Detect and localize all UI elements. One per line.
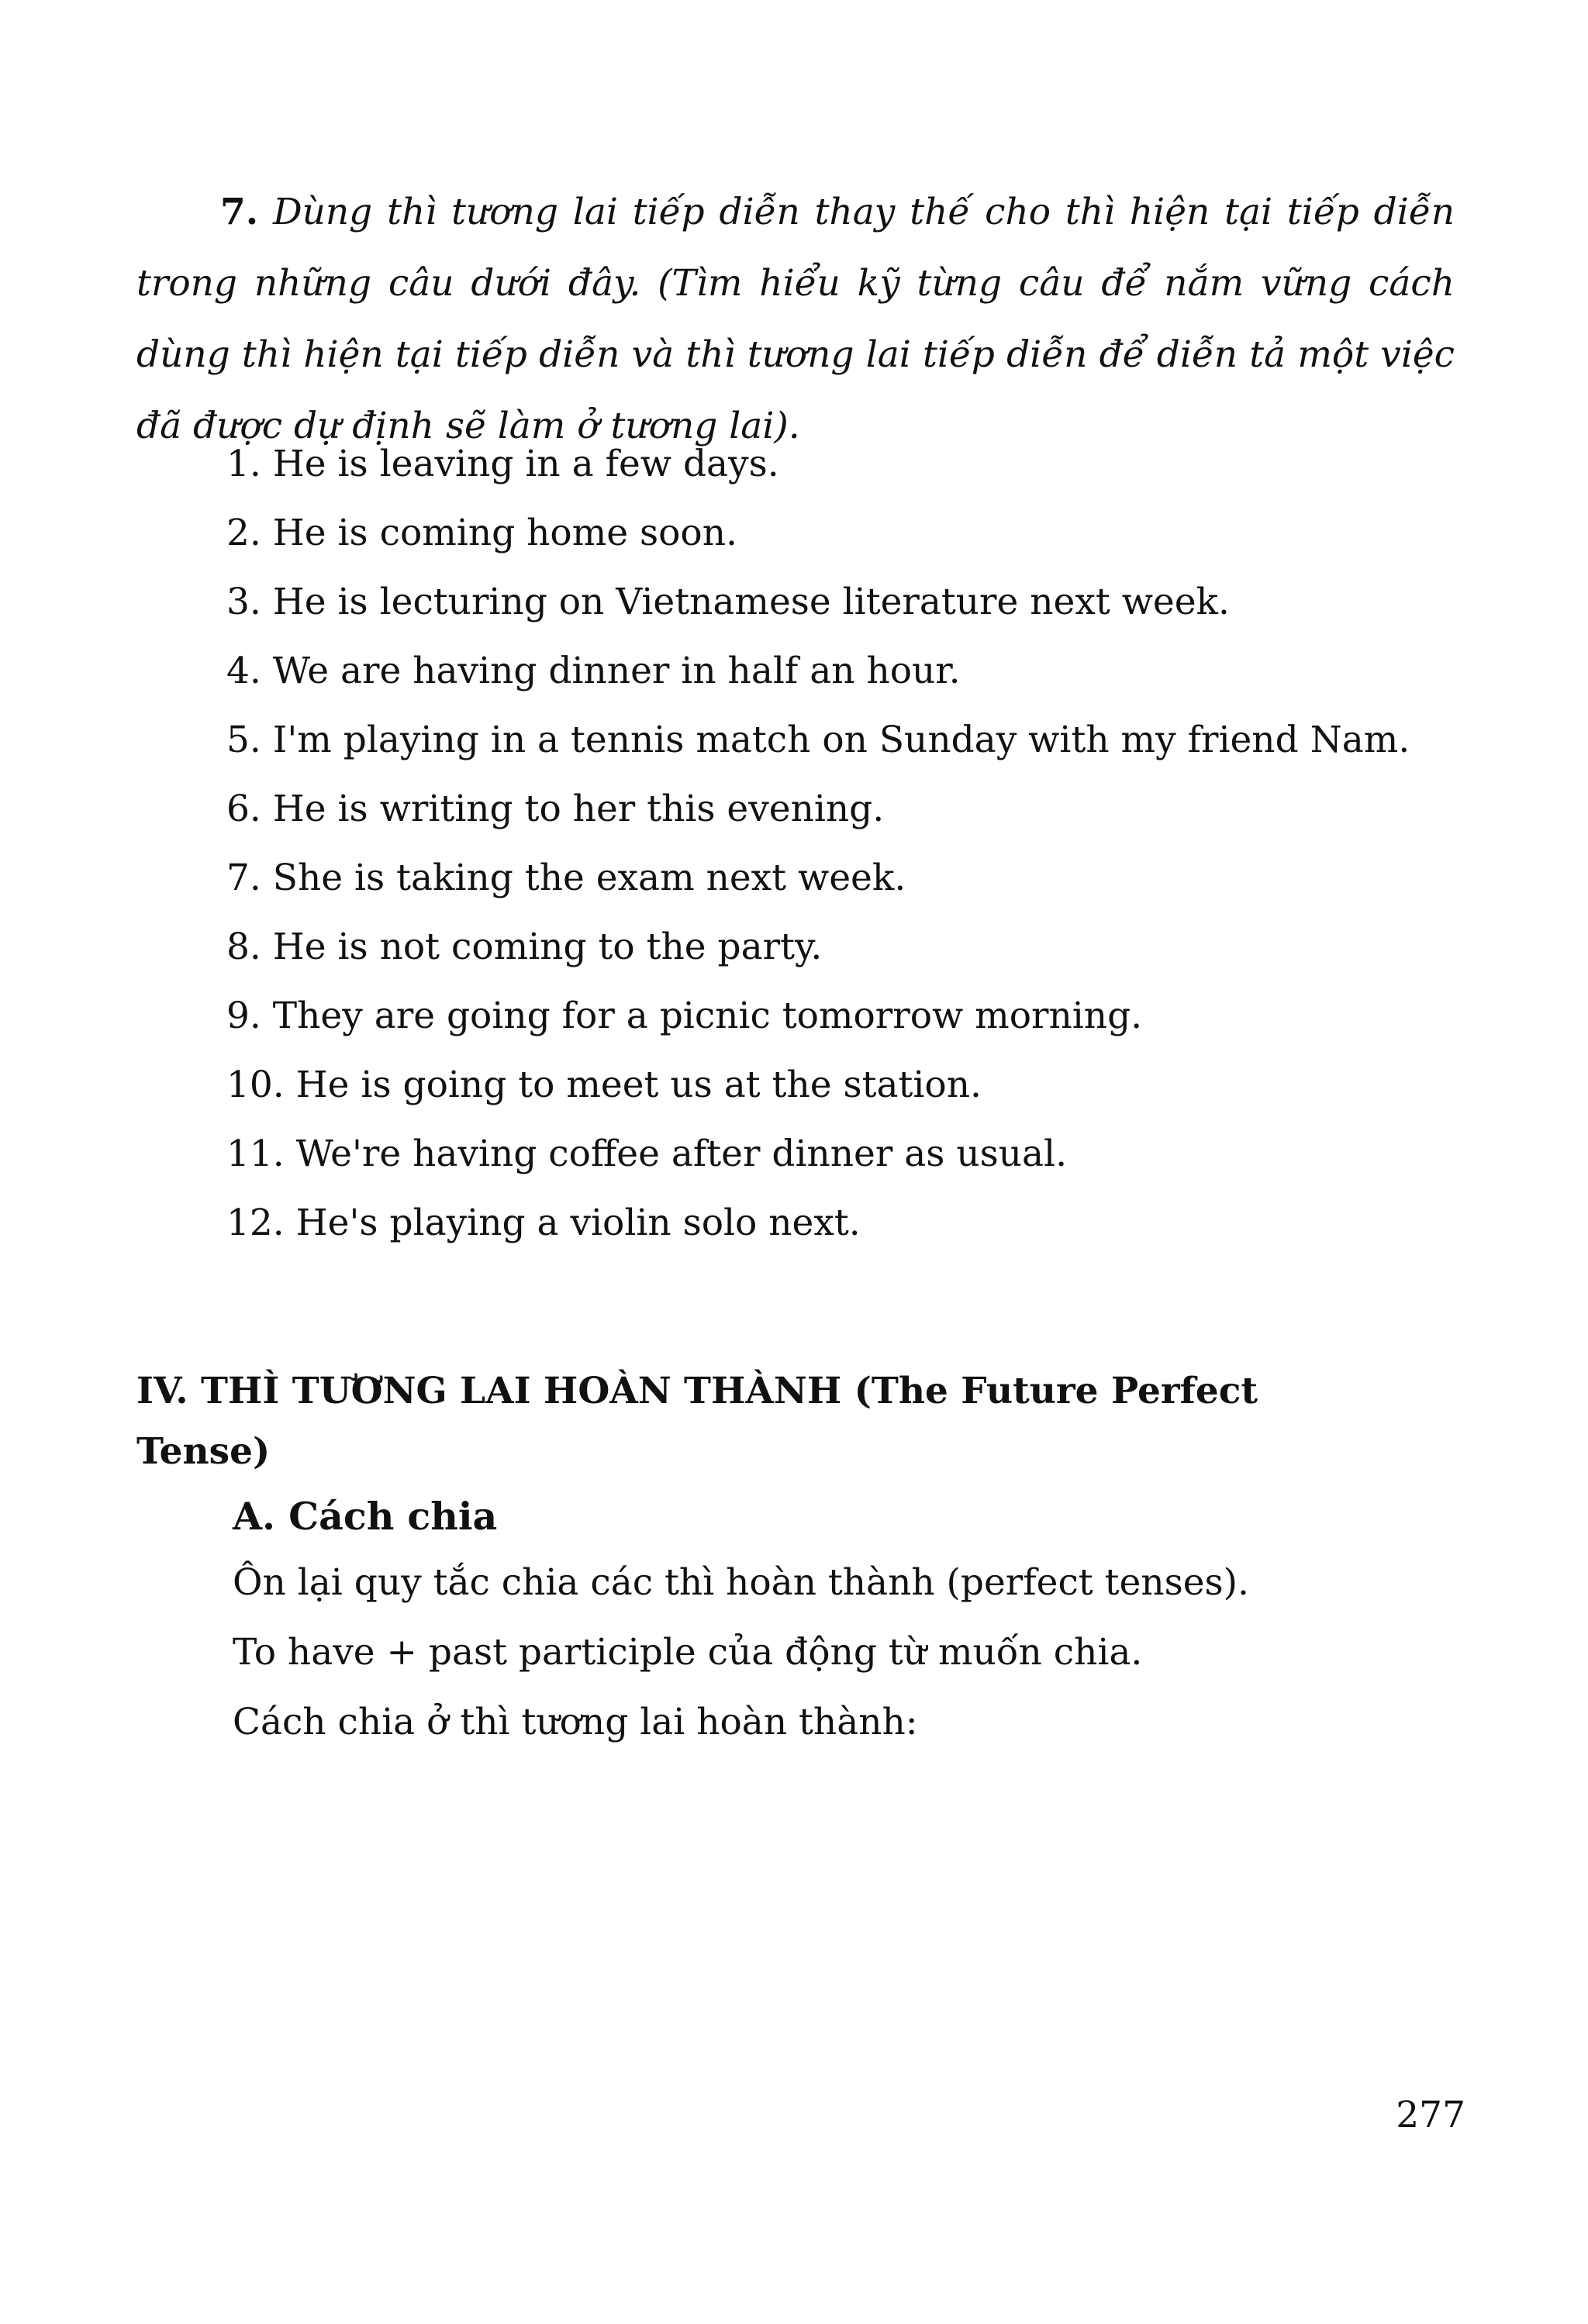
exercise-sentence: 5. I'm playing in a tennis match on Sunday with my friend Nam. [226,719,1410,761]
exercise-instruction [136,177,1455,462]
section-line: To have + past participle của động từ muốn chia. [233,1631,1143,1674]
section-line: Ôn lại quy tắc chia các thì hoàn thành (perfect tenses). [233,1561,1249,1604]
section-heading: IV. THÌ TƯƠNG LAI HOÀN THÀNH (The Future Perfect Tense) [136,1370,1258,1473]
exercise-number: 7. [220,191,259,233]
exercise-sentence: 3. He is lecturing on Vietnamese literature next week. [226,581,1230,623]
exercise-sentence: 10. He is going to meet us at the station. [226,1064,982,1106]
exercise-sentence: 8. He is not coming to the party. [226,926,823,968]
exercise-sentence: 4. We are having dinner in half an hour. [226,650,961,692]
exercise-sentence: 6. He is writing to her this evening. [226,788,885,830]
exercise-sentence: 1. He is leaving in a few days. [226,443,779,485]
exercise-sentence: 7. She is taking the exam next week. [226,857,906,899]
exercise-sentence: 11. We're having coffee after dinner as usual. [226,1133,1068,1175]
exercise-sentence: 9. They are going for a picnic tomorrow morning. [226,995,1143,1037]
exercise-sentence-list [136,429,1455,1257]
exercise-sentence: 2. He is coming home soon. [226,512,737,554]
section-line: Cách chia ở thì tương lai hoàn thành: [233,1701,918,1743]
exercise-sentence: 12. He's playing a violin solo next. [226,1202,861,1244]
exercise-instruction-text: Dùng thì tương lai tiếp diễn thay thế cho thì hiện tại tiếp diễn trong những câu dưới đây. (Tìm hiểu kỹ từng câu để nắm vững cách dùng thì hiện tại tiếp diễn và thì tương lai tiếp diễn để diễn tả một việc đã được dự định sẽ làm ở tương lai). [136,191,1455,447]
page-number: 277 [1396,2094,1465,2136]
section-subheading: A. Cách chia [233,1494,498,1539]
